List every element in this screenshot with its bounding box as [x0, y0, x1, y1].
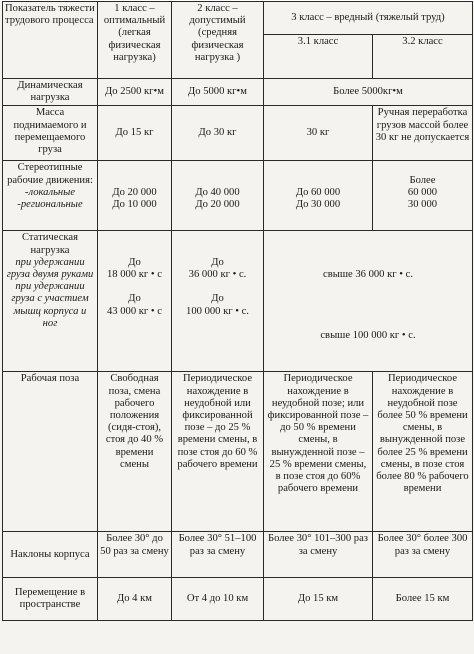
static-c1-a-head: До — [128, 256, 141, 268]
static-c2-a: 36 000 кг • с. — [188, 269, 247, 281]
bend-class-3-2: Более 30° более 300 раз за смену — [373, 532, 473, 578]
table-row-dynamic — [3, 79, 473, 106]
header-class-3-2: 3.2 класс — [373, 35, 473, 79]
static-c2-a-head: До — [211, 256, 224, 268]
stereo-c31-local: До 60 000 — [295, 186, 341, 198]
bend-class-1: Более 30° до 50 раз за смену — [98, 532, 172, 578]
header-indicator: Показатель тяжести трудового процесса — [3, 2, 98, 79]
document-page — [0, 1, 474, 654]
pose-class-3-1: Периодическое нахождение в неудобной позе; или фиксированной позе – до 50 % времени смены, в вынужденной позе – 25 % времени смены, в позе стоя до 60% рабочего времени — [264, 372, 373, 532]
physical-load-table — [2, 1, 473, 621]
table-row-move — [3, 578, 473, 621]
dynamic-class-2: До 5000 кг•м — [172, 79, 264, 106]
stereo-class-3-2 — [373, 161, 473, 231]
static-label: Статическая нагрузка — [22, 232, 78, 256]
stereo-c32-regional: 30 000 — [407, 199, 438, 211]
row-label-mass: Масса поднимаемого и перемещаемого груза — [3, 106, 98, 161]
row-label-bend: Наклоны корпуса — [3, 532, 98, 578]
header-class-1: 1 класс – оптимальный (легкая физическая нагрузка) — [98, 2, 172, 79]
table-row-mass — [3, 106, 473, 161]
table-row-stereotyped — [3, 161, 473, 231]
table-row-static — [3, 231, 473, 372]
static-class-1 — [98, 231, 172, 372]
move-class-3-2: Более 15 км — [373, 578, 473, 621]
static-c2-b: 100 000 кг • с. — [186, 305, 249, 317]
static-c1-b-head: До — [128, 293, 141, 305]
move-class-2: От 4 до 10 км — [172, 578, 264, 621]
dynamic-class-3: Более 5000кг•м — [264, 79, 473, 106]
mass-class-1: До 15 кг — [98, 106, 172, 161]
static-c1-a: 18 000 кг • с — [107, 269, 162, 281]
row-label-stereotyped — [3, 161, 98, 231]
stereo-c32-head: Более — [409, 174, 436, 186]
header-class-2: 2 класс – допустимый (средняя физическая нагрузка ) — [172, 2, 264, 79]
row-label-dynamic: Динамическая нагрузка — [3, 79, 98, 106]
static-sub-body-legs: при удержании груза с участием мышц корпуса и ног — [11, 281, 89, 329]
stereo-sub-local: -локальные — [24, 186, 76, 198]
stereo-class-3-1 — [264, 161, 373, 231]
stereo-sub-regional: -региональные — [17, 199, 83, 211]
bend-class-2: Более 30° 51–100 раз за смену — [172, 532, 264, 578]
stereo-c2-local: До 40 000 — [195, 186, 240, 198]
row-label-static — [3, 231, 98, 372]
stereo-c32-local: 60 000 — [407, 186, 438, 198]
stereo-c31-regional: До 30 000 — [295, 199, 341, 211]
mass-class-2: До 30 кг — [172, 106, 264, 161]
table-header-row — [3, 2, 473, 35]
header-class-3-1: 3.1 класс — [264, 35, 373, 79]
stereo-c1-regional: До 10 000 — [112, 199, 157, 211]
stereo-label: Стереотипные рабочие движения: — [7, 162, 93, 186]
stereo-class-2 — [172, 161, 264, 231]
static-c1-b: 43 000 кг • с — [107, 305, 162, 317]
table-row-pose — [3, 372, 473, 532]
stereo-c2-regional: До 20 000 — [195, 199, 240, 211]
mass-class-3-1: 30 кг — [264, 106, 373, 161]
pose-class-3-2: Периодическое нахождение в неудобной позе более 50 % времени смены, в вынужденной позе более 25 % времени смены, в позе стоя более 80 % рабочего времени — [373, 372, 473, 532]
move-class-3-1: До 15 км — [264, 578, 373, 621]
bend-class-3-1: Более 30° 101–300 раз за смену — [264, 532, 373, 578]
static-class-2 — [172, 231, 264, 372]
dynamic-class-1: До 2500 кг•м — [98, 79, 172, 106]
static-class-3 — [264, 231, 473, 372]
row-label-pose: Рабочая поза — [3, 372, 98, 532]
move-class-1: До 4 км — [98, 578, 172, 621]
pose-class-2: Периодическое нахождение в неудобной или фиксированной позе – до 25 % времени смены, в позе стоя до 60 % рабочего времени — [172, 372, 264, 532]
stereo-c1-local: До 20 000 — [112, 186, 157, 198]
static-c3-b: свыше 100 000 кг • с. — [320, 330, 416, 342]
pose-class-1: Свободная поза, смена рабочего положения (сидя-стоя), стоя до 40 % времени смены — [98, 372, 172, 532]
static-c3-a: свыше 36 000 кг • с. — [323, 269, 413, 281]
static-c2-b-head: До — [211, 293, 224, 305]
mass-class-3-2: Ручная переработка грузов массой более 30 кг не допускается — [373, 106, 473, 161]
static-sub-two-hands: при удержании груза двумя руками — [6, 256, 94, 281]
header-class-3: 3 класс – вредный (тяжелый труд) — [264, 2, 473, 35]
row-label-move: Перемещение в пространстве — [3, 578, 98, 621]
table-row-bend — [3, 532, 473, 578]
stereo-class-1 — [98, 161, 172, 231]
